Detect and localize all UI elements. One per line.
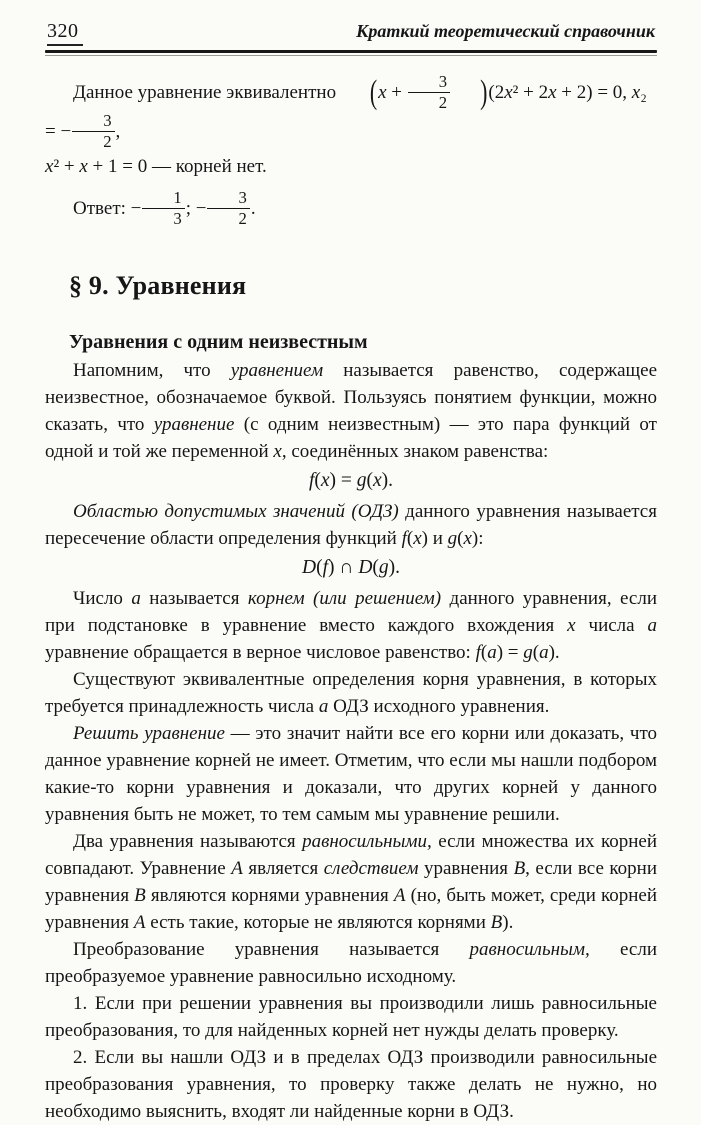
paragraph-equivalent-definitions xyxy=(45,666,657,720)
text-segment: B xyxy=(490,912,503,934)
text-segment: ( xyxy=(532,642,540,664)
text-segment: 2. Если вы нашли ОДЗ и в пределах ОДЗ производили равносильные преобразования уравнения, то проверку также делать не нужно, но необходимо выяснить, входят ли найденные корни в ОДЗ. xyxy=(45,1047,657,1123)
text-segment: ). xyxy=(502,912,514,934)
text-segment: (но, быть может, среди корней уравнения xyxy=(45,885,657,934)
answer-line xyxy=(45,190,657,229)
text-segment: a xyxy=(647,615,657,637)
text-segment: данного уравнения называется пересечение области определения функций xyxy=(45,501,657,550)
text-segment: если множества их корней совпадают. Уравнение xyxy=(45,831,657,880)
text-segment: , xyxy=(115,121,121,142)
fraction-numerator: 1 xyxy=(142,189,184,209)
fraction xyxy=(141,189,185,228)
text-segment: уравнением xyxy=(230,360,324,382)
fraction-numerator: 3 xyxy=(72,112,114,132)
text-segment: g xyxy=(523,642,533,664)
text-segment: (с одним неизвестным) — это пара функций от одной и той же переменной xyxy=(45,414,657,463)
text-segment: A xyxy=(133,912,146,934)
text-segment: ² + 2 xyxy=(512,81,549,103)
text-segment: уравнение xyxy=(153,414,235,436)
text-segment: ² + xyxy=(53,156,80,178)
text-segment: x xyxy=(378,81,387,103)
text-segment: ) = xyxy=(329,470,357,492)
fraction xyxy=(71,112,115,151)
text-segment: A xyxy=(393,885,406,907)
text-segment: , соединённых знаком равенства: xyxy=(281,441,549,463)
text-segment: f xyxy=(322,557,328,579)
text-segment: уравнения xyxy=(418,858,514,880)
text-segment: Областью допустимых значений (ОДЗ) xyxy=(73,501,399,523)
fraction xyxy=(407,73,451,112)
text-segment: g xyxy=(447,528,458,550)
text-segment: x xyxy=(463,528,472,550)
paragraph-odz xyxy=(45,498,657,552)
text-segment: D xyxy=(301,557,317,579)
text-segment: g xyxy=(356,470,367,492)
text-segment: равносильным, xyxy=(469,939,590,961)
text-segment: + 1 = 0 — корней нет. xyxy=(87,156,267,178)
text-segment: x xyxy=(273,441,282,463)
text-segment: ( xyxy=(369,73,378,111)
text-segment: являются корнями уравнения xyxy=(145,885,394,907)
text-segment: f xyxy=(475,642,481,664)
text-segment: ). xyxy=(388,557,401,579)
text-segment: называется xyxy=(140,588,248,610)
text-segment: ( xyxy=(372,557,379,579)
text-segment: равносильными, xyxy=(302,831,432,853)
text-segment: ) = xyxy=(496,642,524,664)
paragraph-rule-1 xyxy=(45,990,657,1044)
fraction-denominator: 3 xyxy=(173,209,182,229)
section-heading: § 9. Уравнения xyxy=(69,271,247,301)
running-title: Краткий теоретический справочник xyxy=(356,21,655,41)
text-segment: числа xyxy=(575,615,648,637)
text-segment: данного уравнения, если при подстановке в уравнение вместо каждого вхождения xyxy=(45,588,658,637)
header-rule-shadow xyxy=(45,55,657,56)
text-segment: ; − xyxy=(185,198,207,220)
text-segment: ₂ = − xyxy=(45,81,647,142)
text-segment: x xyxy=(567,615,576,637)
text-segment: a xyxy=(131,588,141,610)
text-segment: + 2) = 0, xyxy=(556,81,632,103)
text-segment: x xyxy=(504,81,513,103)
text-segment: , если все корни уравнения xyxy=(45,858,657,907)
text-segment: следствием xyxy=(323,858,419,880)
text-segment: x xyxy=(79,156,88,178)
text-segment: уравнение обращается в верное числовое равенство: xyxy=(45,642,476,664)
inline-equation-line-2 xyxy=(45,152,657,182)
inline-equation-line-1 xyxy=(45,74,657,152)
fraction-numerator: 3 xyxy=(408,73,450,93)
text-segment: ). xyxy=(548,642,560,664)
text-segment: x xyxy=(548,81,557,103)
text-segment: B xyxy=(134,885,146,907)
text-segment: A xyxy=(231,858,243,880)
fraction-denominator: 2 xyxy=(438,93,448,113)
paragraph-equivalent-transformation xyxy=(45,936,657,990)
paragraph-root-definition xyxy=(45,585,657,666)
text-segment: ) ∩ xyxy=(327,557,359,579)
text-segment: корнем (или решением) xyxy=(247,588,442,610)
text-segment: a xyxy=(318,696,329,718)
text-segment: Напомним, что xyxy=(73,360,231,382)
text-segment: Решить уравнение xyxy=(73,723,225,745)
text-segment: если преобразуемое уравнение равносильно исходному. xyxy=(45,939,657,988)
text-segment: x xyxy=(373,470,382,492)
paragraph-rule-2 xyxy=(45,1044,657,1125)
text-segment: Преобразование уравнения называется xyxy=(73,939,470,961)
text-segment: ): xyxy=(471,528,484,550)
text-segment: ( xyxy=(406,528,414,550)
header-rule xyxy=(45,50,657,53)
text-segment: ( xyxy=(480,642,488,664)
subsection-heading: Уравнения с одним неизвестным xyxy=(69,331,368,354)
text-segment: x xyxy=(45,156,54,178)
display-equation-fx-gx xyxy=(45,466,657,496)
text-segment: . xyxy=(250,198,256,220)
paragraph-definition-equation xyxy=(45,357,657,465)
text-segment: ( xyxy=(457,528,464,550)
text-segment: ) xyxy=(480,73,488,111)
text-segment: 1. Если при решении уравнения вы производили лишь равносильные преобразования, то для найденных корней нет нужды делать проверку. xyxy=(45,993,657,1042)
display-equation-domain-intersection xyxy=(45,553,657,583)
text-segment: называется равенство, содержащее неизвестное, обозначаемое буквой. Пользуясь понятием функции, можно сказать, что xyxy=(45,360,658,436)
text-segment: Данное уравнение эквивалентно xyxy=(73,81,341,103)
text-segment: (2 xyxy=(488,81,505,103)
text-segment: — это значит найти все его корни или доказать, что данное уравнение корней не имеет. Отметим, что если мы нашли подбором какие-то корни уравнения и доказали, что других корней у данного уравнения быть не может, то тем самым мы уравнение решили. xyxy=(45,723,657,826)
page-number: 320 xyxy=(47,20,83,46)
text-segment: ОДЗ исходного уравнения. xyxy=(328,696,550,718)
text-segment: f xyxy=(401,528,407,550)
paragraph-equivalent-equations xyxy=(45,828,657,936)
text-segment: Два уравнения называются xyxy=(73,831,303,853)
text-segment: ( xyxy=(314,470,321,492)
text-segment: Существуют эквивалентные определения корня уравнения, в которых требуется принадлежность числа xyxy=(45,669,657,718)
text-segment: + xyxy=(386,81,407,103)
text-segment: x xyxy=(320,470,330,492)
text-segment: ). xyxy=(381,470,394,492)
text-segment: и xyxy=(427,528,448,550)
text-segment: x xyxy=(413,528,422,550)
fraction-denominator: 2 xyxy=(103,132,112,152)
fraction-denominator: 2 xyxy=(238,209,247,229)
fraction xyxy=(206,189,250,228)
text-segment: ( xyxy=(366,470,374,492)
text-segment: Число xyxy=(73,588,132,610)
text-segment: D xyxy=(358,557,373,579)
text-segment: есть такие, которые не являются корнями xyxy=(145,912,491,934)
text-segment: Ответ: − xyxy=(73,198,142,220)
text-segment: g xyxy=(378,557,389,579)
fraction-numerator: 3 xyxy=(207,189,249,209)
text-segment: x xyxy=(631,81,641,103)
text-segment: a xyxy=(539,642,549,664)
text-segment: ) xyxy=(421,528,428,550)
text-segment: f xyxy=(308,470,315,492)
page-header xyxy=(45,14,657,50)
paragraph-solve-equation xyxy=(45,720,657,828)
text-segment: ( xyxy=(316,557,323,579)
text-segment: B xyxy=(513,858,526,880)
text-segment: a xyxy=(487,642,497,664)
text-segment: является xyxy=(242,858,324,880)
